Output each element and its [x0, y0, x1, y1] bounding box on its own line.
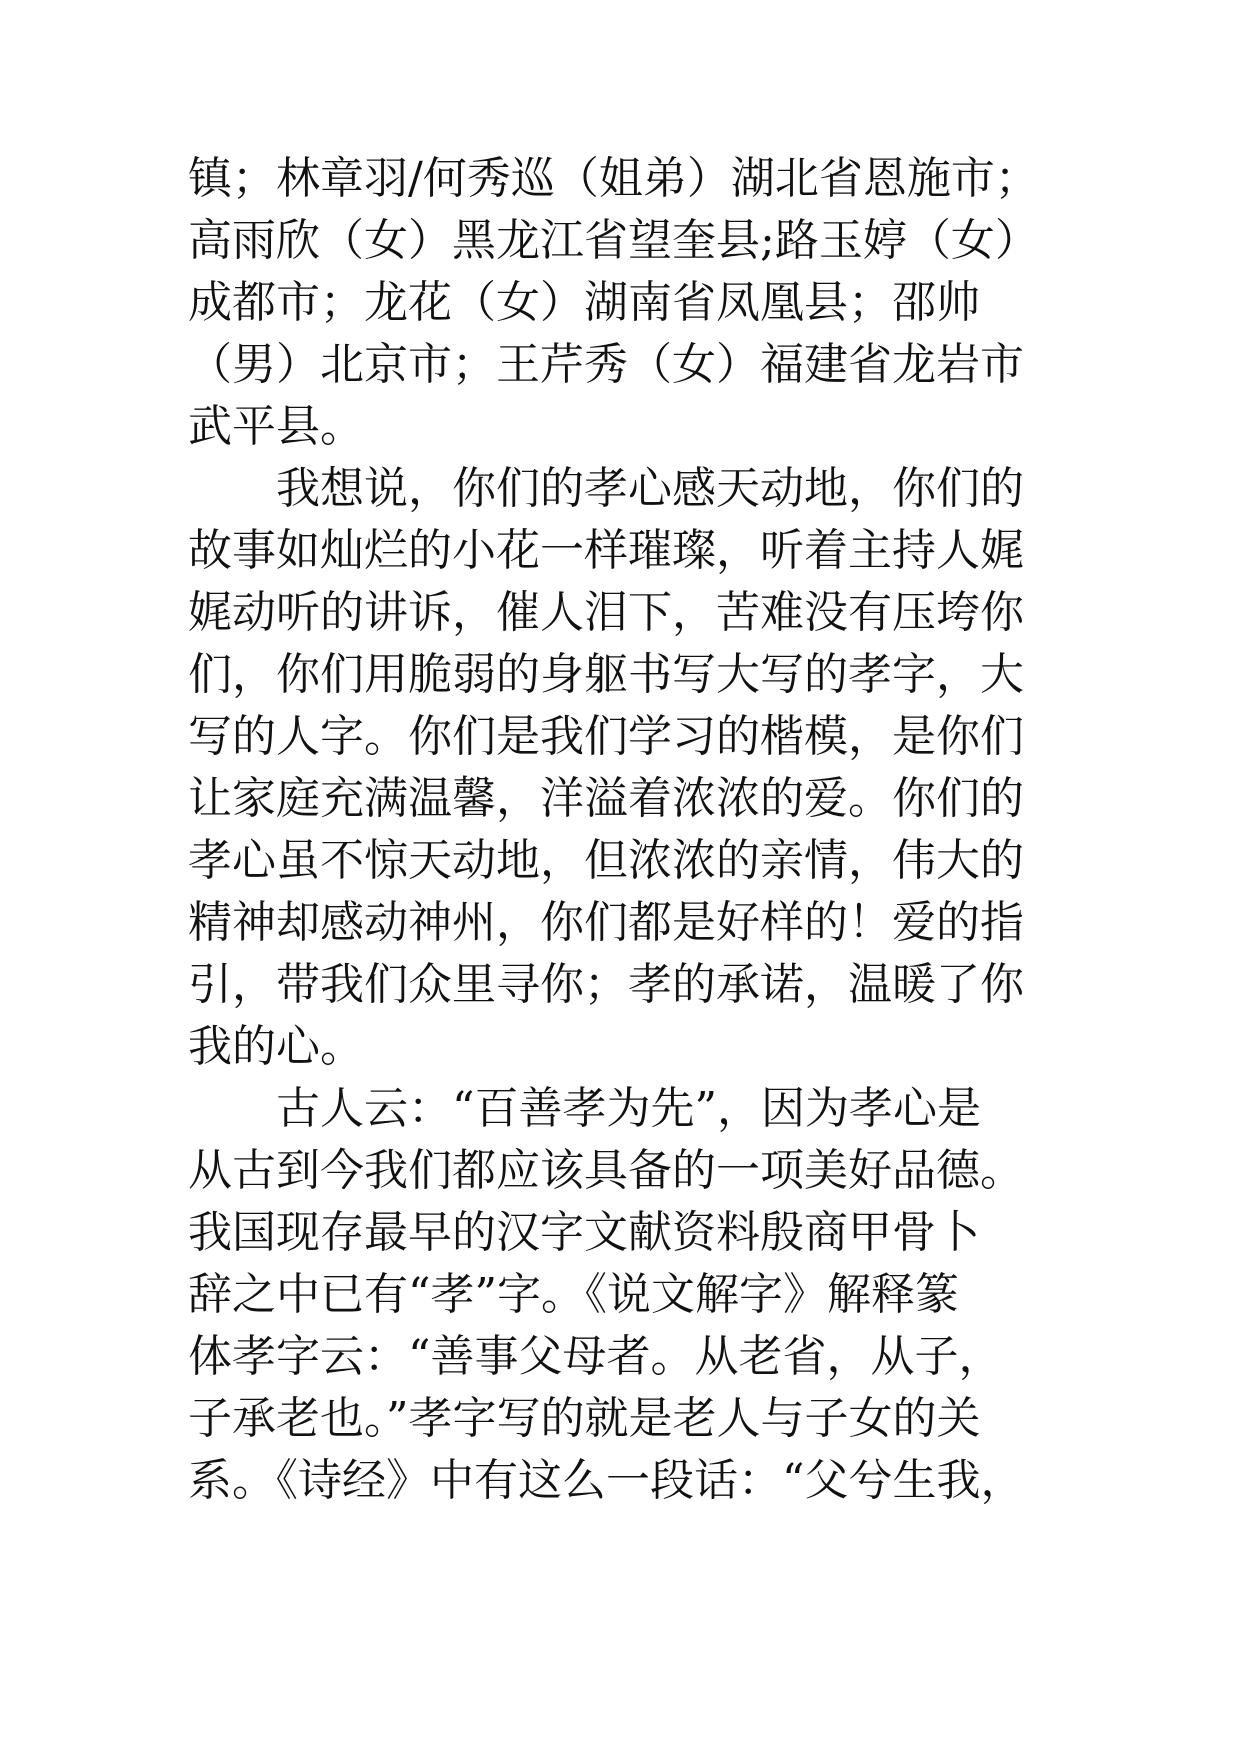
text-line: 们，你们用脆弱的身躯书写大写的孝字，大 — [188, 649, 1024, 700]
paragraph-1 — [188, 148, 1088, 458]
text-line: 我的心。 — [188, 1021, 364, 1072]
text-line: （男）北京市；王芹秀（女）福建省龙岩市 — [188, 339, 1024, 390]
text-line: 故事如灿烂的小花一样璀璨，听着主持人娓 — [188, 525, 1024, 576]
text-line: 子承老也。”孝字写的就是老人与子女的关 — [188, 1393, 981, 1444]
text-line: 成都市；龙花（女）湖南省凤凰县；邵帅 — [188, 277, 980, 328]
text-line: 从古到今我们都应该具备的一项美好品德。 — [188, 1145, 1024, 1196]
text-line: 孝心虽不惊天动地，但浓浓的亲情，伟大的 — [188, 835, 1024, 886]
text-line: 引，带我们众里寻你；孝的承诺，温暖了你 — [188, 959, 1024, 1010]
text-line: 精神却感动神州，你们都是好样的！爱的指 — [188, 897, 1024, 948]
text-line: 镇；林章羽/何秀巡（姐弟）湖北省恩施市； — [188, 153, 1039, 204]
body-text — [188, 148, 1088, 1512]
text-line: 武平县。 — [188, 401, 364, 452]
text-line: 系。《诗经》中有这么一段话：“父兮生我， — [188, 1455, 1025, 1506]
text-line: 辞之中已有“孝”字。《说文解字》解释篆 — [188, 1269, 959, 1320]
text-line: 娓动听的讲诉，催人泪下，苦难没有压垮你 — [188, 587, 1024, 638]
text-line: 体孝字云：“善事父母者。从老省，从子， — [188, 1331, 1003, 1382]
text-line: 写的人字。你们是我们学习的楷模，是你们 — [188, 711, 1024, 762]
text-line: 让家庭充满温馨，洋溢着浓浓的爱。你们的 — [188, 773, 1024, 824]
text-line: 我想说，你们的孝心感天动地，你们的 — [276, 463, 1024, 514]
paragraph-3 — [188, 1078, 1088, 1512]
paragraph-2 — [188, 458, 1088, 1078]
text-line: 古人云：“百善孝为先”，因为孝心是 — [276, 1083, 981, 1134]
text-line: 我国现存最早的汉字文献资料殷商甲骨卜 — [188, 1207, 980, 1258]
text-line: 高雨欣（女）黑龙江省望奎县;路玉婷（女） — [188, 215, 1039, 266]
